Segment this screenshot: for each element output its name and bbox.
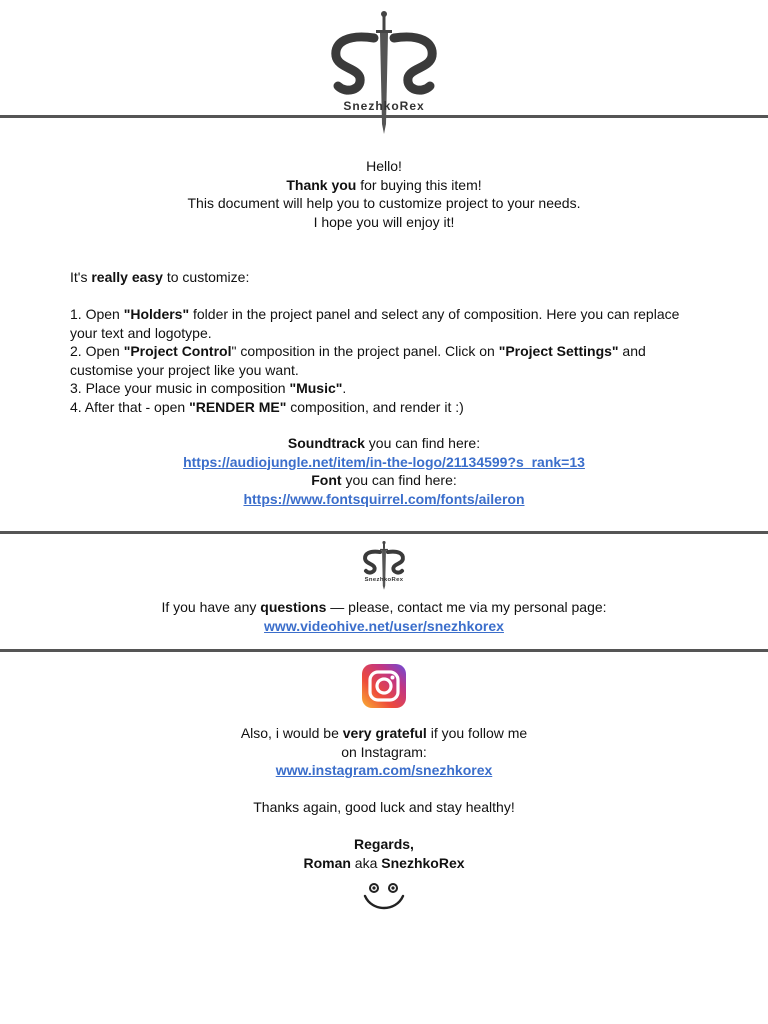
instructions-lead: It's really easy to customize: [70, 269, 250, 285]
divider-bottom [0, 649, 768, 652]
contact-block [0, 598, 768, 635]
soundtrack-line: Soundtrack you can find here: [287, 435, 481, 451]
soundtrack-link[interactable]: https://audiojungle.net/item/in-the-logo/21134599?s_rank=13 [183, 453, 585, 470]
small-logo-text: SnezhkoRex [364, 577, 404, 584]
videohive-link[interactable]: www.videohive.net/user/snezhkorex [264, 617, 504, 634]
font-link[interactable]: https://www.fontsquirrel.com/fonts/aileron [243, 490, 525, 507]
instagram-icon[interactable] [361, 664, 407, 708]
contact-line: If you have any questions — please, contact me via my personal page: [161, 599, 607, 615]
thanks-again: Thanks again, good luck and stay healthy! [253, 799, 515, 815]
intro-block [0, 157, 768, 231]
signature: Roman aka SnezhkoRex [303, 854, 465, 871]
step-2: 2. Open "Project Control" composition in the project panel. Click on "Project Settings" and customise your project like you want. [70, 343, 646, 378]
on-instagram-line: on Instagram: [341, 743, 427, 760]
sword-logo-small-icon [362, 537, 406, 593]
logo-text: SnezhkoRex [343, 99, 425, 113]
step-3: 3. Place your music in composition "Music". [70, 380, 347, 396]
thanks-line: Thank you for buying this item! [286, 176, 482, 193]
follow-line: Also, i would be very grateful if you follow me [240, 725, 528, 741]
smiley-icon [362, 882, 406, 912]
greeting: Hello! [366, 158, 402, 174]
small-logo [362, 537, 406, 593]
closing-block [0, 798, 768, 872]
divider-middle [0, 531, 768, 534]
resources-block [0, 434, 768, 508]
regards: Regards, [354, 836, 414, 852]
divider-top [0, 115, 768, 118]
instagram-link[interactable]: www.instagram.com/snezhkorex [275, 762, 493, 778]
purpose-line: This document will help you to customize project to your needs. [187, 195, 581, 211]
step-1: 1. Open "Holders" folder in the project panel and select any of composition. Here you can replace your text and logotype. [70, 306, 680, 341]
instructions [70, 268, 690, 416]
enjoy-line: I hope you will enjoy it! [313, 213, 455, 230]
step-4: 4. After that - open "RENDER ME" composition, and render it :) [70, 398, 464, 415]
font-line: Font you can find here: [311, 472, 457, 488]
instagram-block [0, 724, 768, 780]
